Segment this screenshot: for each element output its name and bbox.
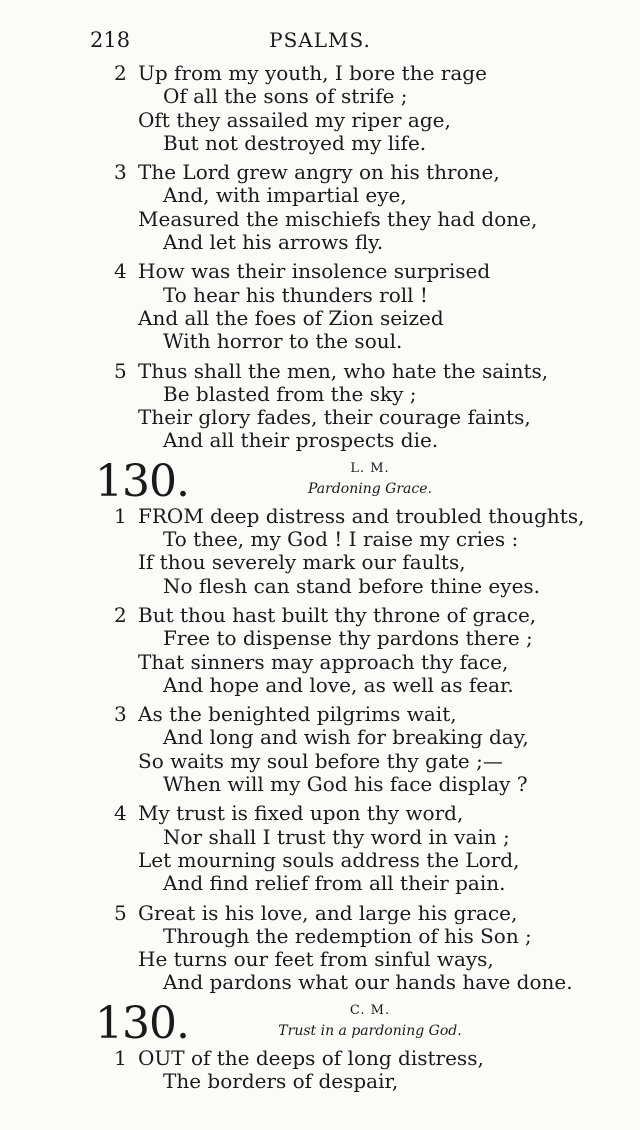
hymn-heading (0, 455, 640, 507)
stanza-number: 5 (114, 358, 127, 383)
stanza (0, 360, 640, 453)
verse-line: When will my God his face display ? (163, 772, 528, 797)
verse-line: To hear his thunders roll ! (163, 282, 428, 307)
page-header (0, 28, 640, 54)
hymn-meter: L. M. (350, 460, 390, 476)
verse-line: Through the redemption of his Son ; (163, 923, 532, 948)
verse-line: And all their prospects die. (163, 428, 439, 453)
stanza-number: 5 (114, 900, 127, 925)
hymn-130-lm (0, 455, 640, 995)
stanza (0, 902, 640, 995)
stanza (0, 703, 640, 796)
verse-line: But not destroyed my life. (163, 130, 427, 155)
verse-line: With horror to the soul. (163, 329, 403, 354)
hymn-heading (0, 997, 640, 1049)
verse-line: No flesh can stand before thine eyes. (163, 573, 541, 598)
stanza-number: 1 (114, 503, 127, 528)
stanza-number: 2 (114, 61, 127, 85)
hymn-meter: C. M. (349, 1002, 391, 1018)
stanza-number: 3 (114, 702, 127, 727)
hymn-subtitle: Trust in a pardoning God. (278, 1022, 462, 1039)
verse-line: Let mourning souls address the Lord, (138, 847, 520, 872)
verse-line: The borders of despair, (163, 1068, 399, 1093)
stanza-number: 1 (114, 1045, 127, 1070)
stanza-number: 4 (114, 801, 127, 826)
verse-line: And all the foes of Zion seized (138, 305, 444, 330)
verse-line: As the benighted pilgrims wait, (138, 702, 457, 727)
page-content (0, 62, 640, 1099)
verse-line: That sinners may approach thy face, (138, 649, 509, 674)
stanza-number: 2 (114, 602, 127, 627)
stanza (0, 505, 640, 598)
verse-line: The Lord grew angry on his throne, (138, 160, 500, 185)
hymn-number: 130. (95, 455, 189, 507)
verse-line: And long and wish for breaking day, (163, 725, 529, 750)
page-number: 218 (90, 28, 131, 52)
hymn-subtitle: Pardoning Grace. (308, 480, 432, 497)
verse-line: And hope and love, as well as fear. (163, 672, 514, 697)
psalm-continuation (0, 62, 640, 453)
hymn-number: 130. (95, 997, 189, 1049)
verse-line: OUT of the deeps of long distress, (138, 1045, 484, 1070)
verse-line: So waits my soul before thy gate ;— (138, 748, 503, 773)
verse-line: Up from my youth, I bore the rage (138, 61, 487, 85)
stanza (0, 802, 640, 895)
verse-line: To thee, my God ! I raise my cries : (163, 527, 519, 552)
stanza (0, 62, 640, 155)
verse-line: And let his arrows fly. (163, 230, 384, 255)
stanza (0, 161, 640, 254)
stanza (0, 260, 640, 353)
hymn-130-cm (0, 997, 640, 1094)
verse-line: He turns our feet from sinful ways, (138, 947, 494, 972)
stanza-number: 3 (114, 160, 127, 185)
verse-line: But thou hast built thy throne of grace, (138, 602, 537, 627)
verse-line: Nor shall I trust thy word in vain ; (163, 824, 510, 849)
verse-line: Of all the sons of strife ; (163, 84, 408, 109)
stanza (0, 1047, 640, 1094)
verse-line: My trust is fixed upon thy word, (138, 801, 464, 826)
verse-line: Great is his love, and large his grace, (138, 900, 518, 925)
verse-line: And find relief from all their pain. (163, 871, 506, 896)
verse-line: Their glory fades, their courage faints, (138, 405, 531, 430)
verse-line: And, with impartial eye, (163, 183, 407, 208)
verse-line: Oft they assailed my riper age, (138, 107, 451, 132)
verse-line: Measured the mischiefs they had done, (138, 206, 538, 231)
verse-line: If thou severely mark our faults, (138, 550, 466, 575)
verse-line: Thus shall the men, who hate the saints, (138, 358, 549, 383)
verse-line: And pardons what our hands have done. (163, 970, 573, 995)
verse-line: Free to dispense thy pardons there ; (163, 626, 533, 651)
verse-line: FROM deep distress and troubled thoughts, (138, 503, 585, 528)
verse-line: Be blasted from the sky ; (163, 381, 417, 406)
verse-line: How was their insolence surprised (138, 259, 491, 284)
stanza-number: 4 (114, 259, 127, 284)
page-title: PSALMS. (269, 28, 371, 52)
stanza (0, 604, 640, 697)
